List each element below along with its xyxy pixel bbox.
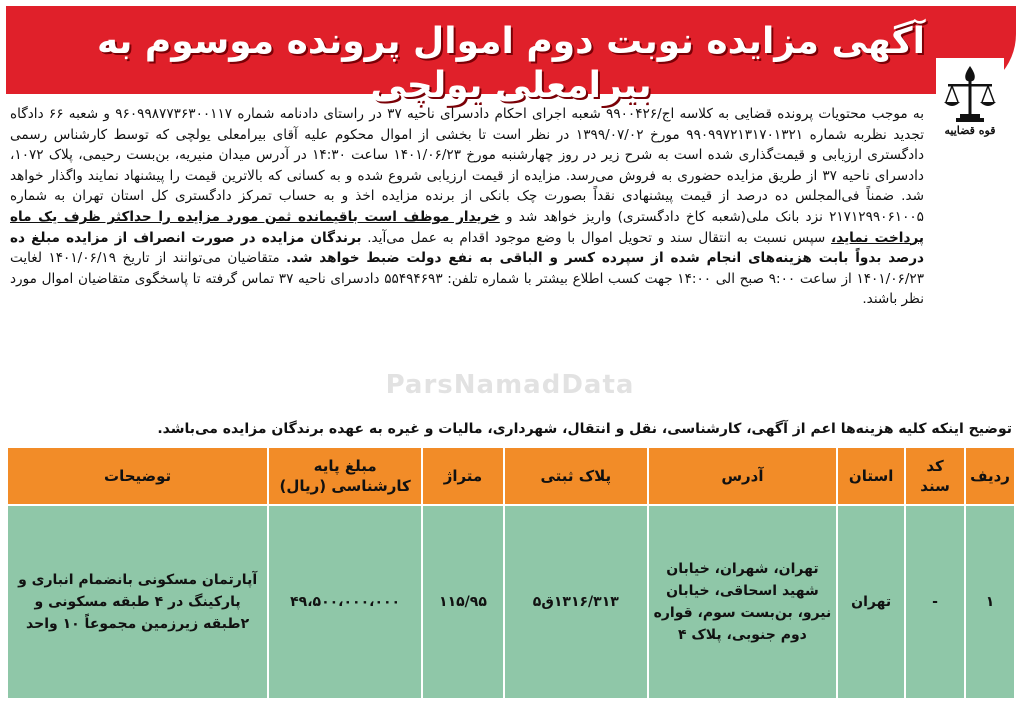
col-header-plate: پلاک ثبتی [504, 447, 648, 505]
col-header-code: کد سند [905, 447, 965, 505]
col-header-desc: توضیحات [7, 447, 268, 505]
title-banner [6, 6, 1016, 106]
cell-code: - [905, 505, 965, 699]
col-header-area: متراژ [422, 447, 504, 505]
cell-area: ۱۱۵/۹۵ [422, 505, 504, 699]
cell-row: ۱ [965, 505, 1015, 699]
body-text-3: سپس نسبت به انتقال سند و تحویل اموال با وضع موجود اقدام به عمل می‌آید. [361, 229, 832, 246]
judiciary-emblem [936, 58, 1004, 158]
watermark: ParsNamadData [385, 370, 635, 400]
scales-of-justice-icon [942, 62, 998, 124]
body-text-withdrawal-penalty: برندگان مزایده در صورت انصراف از مزایده مبلغ ده درصد بدواً بابت هزینه‌های انجام شده از سپرده کسر و الباقی به نفع دولت ضبط خواهد شد. [10, 229, 924, 267]
property-table [6, 446, 1016, 700]
emblem-label: قوه قضاییه [944, 124, 996, 137]
body-text-buyer-obligation: خریدار موظف است باقیمانده ثمن مورد مزایده را حداکثر ظرف یک ماه پرداخت نماید، [10, 208, 925, 246]
col-header-address: آدرس [648, 447, 837, 505]
col-header-price: مبلغ پایه کارشناسی (ریال) [268, 447, 422, 505]
col-header-row: ردیف [965, 447, 1015, 505]
body-text-5: متقاضیان می‌توانند از تاریخ ۱۴۰۱/۰۶/۱۹ لغایت ۱۴۰۱/۰۶/۲۳ از ساعت ۹:۰۰ صبح الی ۱۴:۰۰ جهت کسب اطلاع بیشتر با شماره تلفن: ۵۵۴۹۴۶۹۳ دادسرای ناحیه ۳۷ تماس گرفته تا پاسخگوی متقاضیان اموال مورد نظر باشند. [10, 250, 925, 308]
cell-province: تهران [837, 505, 905, 699]
notice-body [10, 104, 924, 310]
cell-price: ۴۹،۵۰۰،۰۰۰،۰۰۰ [268, 505, 422, 699]
cell-plate: ۱۳۱۶/۳۱۳ق۵ [504, 505, 648, 699]
col-header-province: استان [837, 447, 905, 505]
table-row [7, 505, 1015, 699]
cell-address: تهران، شهران، خیابان شهید اسحاقی، خیابان نیرو، بن‌بست سوم، قواره دوم جنوبی، پلاک ۴ [648, 505, 837, 699]
notice-title: آگهی مزایده نوبت دوم اموال پرونده موسوم به بیرامعلی یولچی [97, 21, 925, 106]
cell-desc: آپارتمان مسکونی بانضمام انباری و پارکینگ در ۴ طبقه مسکونی و ۲طبقه زیرزمین مجموعاً ۱۰ واحد [7, 505, 268, 699]
costs-note: توضیح اینکه کلیه هزینه‌ها اعم از آگهی، کارشناسی، نقل و انتقال، شهرداری، مالیات و غیره به عهده برندگان مزایده می‌باشد. [157, 421, 1012, 437]
table-header-row [7, 447, 1015, 505]
body-text-1: به موجب محتویات پرونده قضایی به کلاسه اج/۹۹۰۰۴۲۶ شعبه اجرای احکام دادسرای ناحیه ۳۷ در راستای دادنامه شماره ۹۶۰۹۹۸۷۷۳۶۳۰۰۱۱۷ و شعبه ۶۶ دادگاه تجدید نظربه شماره ۹۹۰۹۹۷۲۱۳۱۷۰۱۳۲۱ مورخ ۱۳۹۹/۰۷/۰۲ در نظر است تا بخشی از اموال محکوم علیه آقای بیرامعلی یولچی که توسط کارشناس رسمی دادگستری ارزیابی و قیمت‌گذاری شده است به شرح زیر در روز چهارشنبه مورخ ۱۴۰۱/۰۶/۲۳ ساعت ۱۴:۳۰ در آدرس میدان منیریه، بن‌بست رحیمی، پلاک ۱۰۷۲، دادسرای ناحیه ۳۷ از طریق مزایده حضوری به فروش می‌رسد. مزایده از قیمت ارزیابی شروع شده و به کسانی که بالاترین قیمت را پیشنهاد نمایند واگذار خواهد شد. ضمناً فی‌المجلس ده درصد از قیمت پیشنهادی نقداً بصورت چک بانکی از برنده مزایده اخذ و به حساب تمرکز دادگستری کل استان تهران به شماره ۲۱۷۱۲۹۹۰۶۱۰۰۵ نزد بانک ملی(شعبه کاخ دادگستری) واریز خواهد شد و [10, 106, 924, 225]
